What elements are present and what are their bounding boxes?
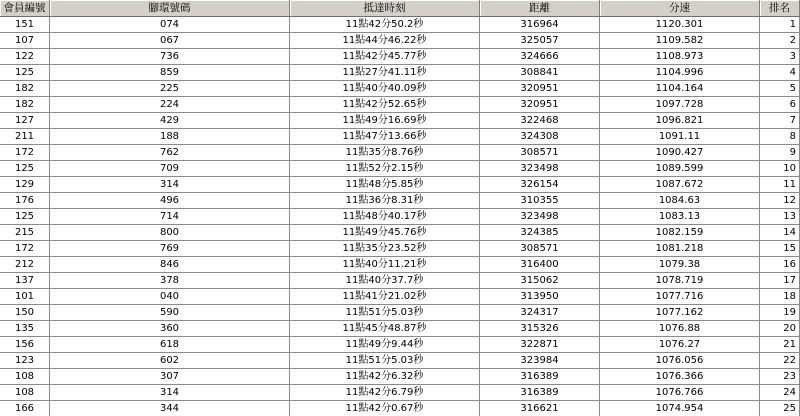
arrival-time-cell: 11點36分8.31秒 <box>290 193 480 208</box>
distance-cell: 316389 <box>480 369 600 384</box>
member-id-cell: 129 <box>0 177 50 192</box>
member-id-cell: 156 <box>0 337 50 352</box>
ring-number-cell: 496 <box>50 193 290 208</box>
ring-number-cell: 736 <box>50 49 290 64</box>
ring-number-cell: 762 <box>50 145 290 160</box>
table-row[interactable] <box>0 97 800 113</box>
arrival-time-cell: 11點48分40.17秒 <box>290 209 480 224</box>
distance-cell: 322871 <box>480 337 600 352</box>
table-row[interactable] <box>0 257 800 273</box>
table-row[interactable] <box>0 49 800 65</box>
arrival-time-cell: 11點27分41.11秒 <box>290 65 480 80</box>
speed-cell: 1076.88 <box>600 321 760 336</box>
member-id-cell: 215 <box>0 225 50 240</box>
speed-cell: 1096.821 <box>600 113 760 128</box>
speed-cell: 1084.63 <box>600 193 760 208</box>
column-header-arrival-time[interactable]: 抵達時刻 <box>290 0 480 16</box>
member-id-cell: 151 <box>0 17 50 32</box>
ring-number-cell: 846 <box>50 257 290 272</box>
arrival-time-cell: 11點42分0.67秒 <box>290 401 480 416</box>
member-id-cell: 107 <box>0 33 50 48</box>
table-row[interactable] <box>0 209 800 225</box>
rank-cell: 15 <box>760 241 800 256</box>
speed-cell: 1078.719 <box>600 273 760 288</box>
member-id-cell: 108 <box>0 369 50 384</box>
distance-cell: 308571 <box>480 145 600 160</box>
arrival-time-cell: 11點42分52.65秒 <box>290 97 480 112</box>
arrival-time-cell: 11點49分16.69秒 <box>290 113 480 128</box>
arrival-time-cell: 11點40分11.21秒 <box>290 257 480 272</box>
rank-cell: 6 <box>760 97 800 112</box>
arrival-time-cell: 11點35分23.52秒 <box>290 241 480 256</box>
distance-cell: 322468 <box>480 113 600 128</box>
column-header-distance[interactable]: 距離 <box>480 0 600 16</box>
member-id-cell: 212 <box>0 257 50 272</box>
speed-cell: 1076.056 <box>600 353 760 368</box>
speed-cell: 1074.954 <box>600 401 760 416</box>
ring-number-cell: 314 <box>50 177 290 192</box>
speed-cell: 1087.672 <box>600 177 760 192</box>
ring-number-cell: 074 <box>50 17 290 32</box>
speed-cell: 1090.427 <box>600 145 760 160</box>
speed-cell: 1089.599 <box>600 161 760 176</box>
table-row[interactable] <box>0 289 800 305</box>
rank-cell: 9 <box>760 145 800 160</box>
rank-cell: 14 <box>760 225 800 240</box>
member-id-cell: 172 <box>0 241 50 256</box>
arrival-time-cell: 11點51分5.03秒 <box>290 353 480 368</box>
table-row[interactable] <box>0 145 800 161</box>
ring-number-cell: 224 <box>50 97 290 112</box>
table-row[interactable] <box>0 33 800 49</box>
distance-cell: 315326 <box>480 321 600 336</box>
ring-number-cell: 429 <box>50 113 290 128</box>
table-row[interactable] <box>0 385 800 401</box>
table-row[interactable] <box>0 17 800 33</box>
speed-cell: 1097.728 <box>600 97 760 112</box>
rank-cell: 16 <box>760 257 800 272</box>
speed-cell: 1081.218 <box>600 241 760 256</box>
arrival-time-cell: 11點42分6.79秒 <box>290 385 480 400</box>
arrival-time-cell: 11點42分45.77秒 <box>290 49 480 64</box>
ring-number-cell: 769 <box>50 241 290 256</box>
speed-cell: 1108.973 <box>600 49 760 64</box>
rank-cell: 25 <box>760 401 800 416</box>
arrival-time-cell: 11點47分13.66秒 <box>290 129 480 144</box>
ring-number-cell: 859 <box>50 65 290 80</box>
distance-cell: 308571 <box>480 241 600 256</box>
table-row[interactable] <box>0 401 800 416</box>
distance-cell: 324385 <box>480 225 600 240</box>
ring-number-cell: 225 <box>50 81 290 96</box>
table-row[interactable] <box>0 241 800 257</box>
ring-number-cell: 378 <box>50 273 290 288</box>
ring-number-cell: 709 <box>50 161 290 176</box>
distance-cell: 324308 <box>480 129 600 144</box>
member-id-cell: 150 <box>0 305 50 320</box>
arrival-time-cell: 11點42分50.2秒 <box>290 17 480 32</box>
distance-cell: 320951 <box>480 81 600 96</box>
table-row[interactable] <box>0 369 800 385</box>
arrival-time-cell: 11點40分40.09秒 <box>290 81 480 96</box>
rank-cell: 11 <box>760 177 800 192</box>
table-row[interactable] <box>0 305 800 321</box>
ring-number-cell: 618 <box>50 337 290 352</box>
ring-number-cell: 714 <box>50 209 290 224</box>
rank-cell: 4 <box>760 65 800 80</box>
speed-cell: 1079.38 <box>600 257 760 272</box>
speed-cell: 1082.159 <box>600 225 760 240</box>
table-header-row <box>0 0 800 17</box>
ring-number-cell: 602 <box>50 353 290 368</box>
table-row[interactable] <box>0 225 800 241</box>
member-id-cell: 211 <box>0 129 50 144</box>
distance-cell: 315062 <box>480 273 600 288</box>
rank-cell: 20 <box>760 321 800 336</box>
member-id-cell: 125 <box>0 65 50 80</box>
distance-cell: 324317 <box>480 305 600 320</box>
member-id-cell: 137 <box>0 273 50 288</box>
distance-cell: 320951 <box>480 97 600 112</box>
rank-cell: 7 <box>760 113 800 128</box>
distance-cell: 308841 <box>480 65 600 80</box>
rank-cell: 3 <box>760 49 800 64</box>
arrival-time-cell: 11點35分8.76秒 <box>290 145 480 160</box>
speed-cell: 1109.582 <box>600 33 760 48</box>
arrival-time-cell: 11點52分2.15秒 <box>290 161 480 176</box>
member-id-cell: 172 <box>0 145 50 160</box>
rank-cell: 18 <box>760 289 800 304</box>
column-header-member-id[interactable]: 會員編號 <box>0 0 50 16</box>
speed-cell: 1077.162 <box>600 305 760 320</box>
arrival-time-cell: 11點44分46.22秒 <box>290 33 480 48</box>
rank-cell: 22 <box>760 353 800 368</box>
ring-number-cell: 800 <box>50 225 290 240</box>
table-row[interactable] <box>0 161 800 177</box>
speed-cell: 1076.27 <box>600 337 760 352</box>
arrival-time-cell: 11點51分5.03秒 <box>290 305 480 320</box>
ring-number-cell: 314 <box>50 385 290 400</box>
member-id-cell: 122 <box>0 49 50 64</box>
rank-cell: 8 <box>760 129 800 144</box>
table-row[interactable] <box>0 193 800 209</box>
distance-cell: 316389 <box>480 385 600 400</box>
speed-cell: 1076.366 <box>600 369 760 384</box>
member-id-cell: 135 <box>0 321 50 336</box>
table-row[interactable] <box>0 337 800 353</box>
member-id-cell: 125 <box>0 161 50 176</box>
member-id-cell: 123 <box>0 353 50 368</box>
distance-cell: 325057 <box>480 33 600 48</box>
distance-cell: 316621 <box>480 401 600 416</box>
distance-cell: 313950 <box>480 289 600 304</box>
column-header-ring-number[interactable]: 腳環號碼 <box>50 0 290 16</box>
distance-cell: 310355 <box>480 193 600 208</box>
speed-cell: 1076.766 <box>600 385 760 400</box>
rank-cell: 17 <box>760 273 800 288</box>
table-row[interactable] <box>0 177 800 193</box>
distance-cell: 323498 <box>480 161 600 176</box>
ring-number-cell: 590 <box>50 305 290 320</box>
member-id-cell: 176 <box>0 193 50 208</box>
distance-cell: 324666 <box>480 49 600 64</box>
rank-cell: 21 <box>760 337 800 352</box>
distance-cell: 323984 <box>480 353 600 368</box>
member-id-cell: 182 <box>0 81 50 96</box>
arrival-time-cell: 11點42分6.32秒 <box>290 369 480 384</box>
column-header-speed[interactable]: 分速 <box>600 0 760 16</box>
arrival-time-cell: 11點49分45.76秒 <box>290 225 480 240</box>
rank-cell: 13 <box>760 209 800 224</box>
member-id-cell: 182 <box>0 97 50 112</box>
table-row[interactable] <box>0 129 800 145</box>
ring-number-cell: 344 <box>50 401 290 416</box>
member-id-cell: 101 <box>0 289 50 304</box>
distance-cell: 326154 <box>480 177 600 192</box>
ring-number-cell: 040 <box>50 289 290 304</box>
member-id-cell: 125 <box>0 209 50 224</box>
speed-cell: 1104.996 <box>600 65 760 80</box>
speed-cell: 1091.11 <box>600 129 760 144</box>
table-body <box>0 17 800 416</box>
table-row[interactable] <box>0 321 800 337</box>
member-id-cell: 166 <box>0 401 50 416</box>
table-row[interactable] <box>0 81 800 97</box>
distance-cell: 323498 <box>480 209 600 224</box>
member-id-cell: 127 <box>0 113 50 128</box>
rank-cell: 1 <box>760 17 800 32</box>
table-row[interactable] <box>0 353 800 369</box>
column-header-rank[interactable]: 排名 <box>760 0 800 16</box>
rank-cell: 19 <box>760 305 800 320</box>
member-id-cell: 108 <box>0 385 50 400</box>
speed-cell: 1120.301 <box>600 17 760 32</box>
table-row[interactable] <box>0 65 800 81</box>
speed-cell: 1077.716 <box>600 289 760 304</box>
rank-cell: 10 <box>760 161 800 176</box>
ring-number-cell: 360 <box>50 321 290 336</box>
rank-cell: 23 <box>760 369 800 384</box>
rank-cell: 2 <box>760 33 800 48</box>
rank-cell: 24 <box>760 385 800 400</box>
ring-number-cell: 307 <box>50 369 290 384</box>
arrival-time-cell: 11點49分9.44秒 <box>290 337 480 352</box>
arrival-time-cell: 11點40分37.7秒 <box>290 273 480 288</box>
table-row[interactable] <box>0 273 800 289</box>
speed-cell: 1083.13 <box>600 209 760 224</box>
table-row[interactable] <box>0 113 800 129</box>
arrival-time-cell: 11點45分48.87秒 <box>290 321 480 336</box>
speed-cell: 1104.164 <box>600 81 760 96</box>
distance-cell: 316400 <box>480 257 600 272</box>
rank-cell: 12 <box>760 193 800 208</box>
distance-cell: 316964 <box>480 17 600 32</box>
ring-number-cell: 067 <box>50 33 290 48</box>
arrival-time-cell: 11點48分5.85秒 <box>290 177 480 192</box>
ring-number-cell: 188 <box>50 129 290 144</box>
arrival-time-cell: 11點41分21.02秒 <box>290 289 480 304</box>
rank-cell: 5 <box>760 81 800 96</box>
